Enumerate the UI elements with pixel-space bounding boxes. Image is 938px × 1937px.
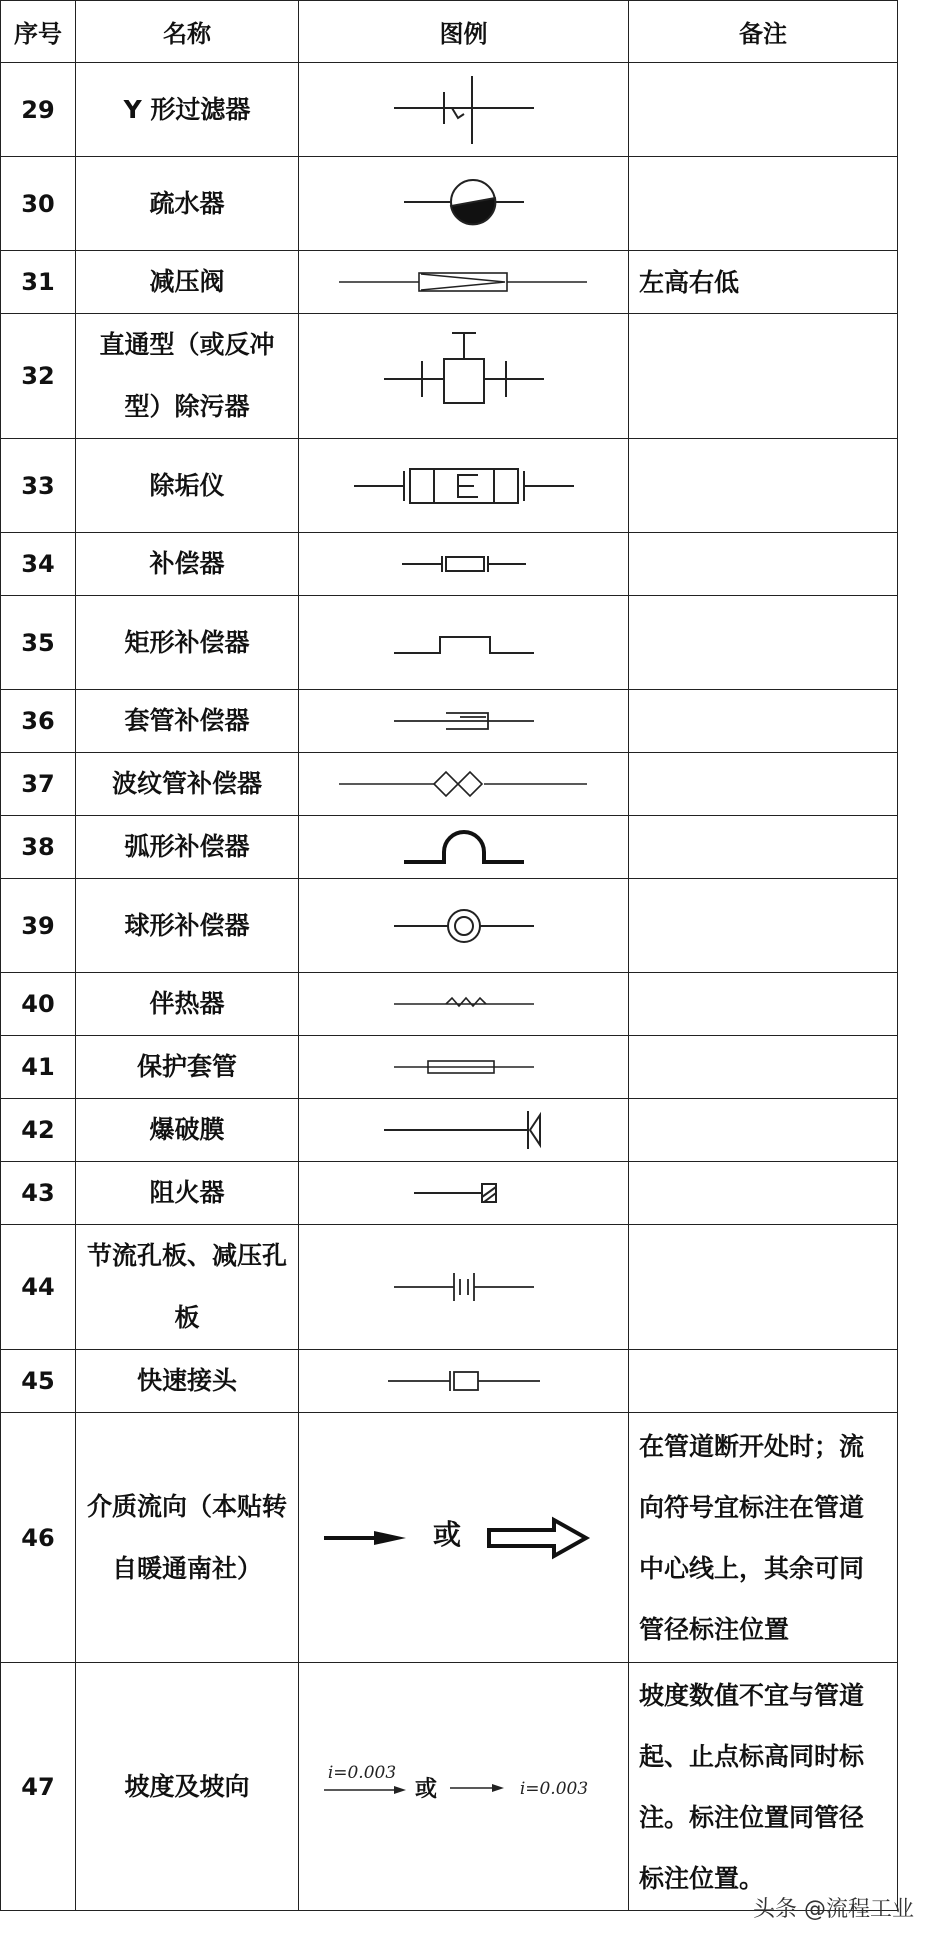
row-note (629, 157, 898, 251)
row-number: 39 (1, 879, 76, 973)
row-number: 45 (1, 1350, 76, 1413)
row-note (629, 596, 898, 690)
table-row (1, 1036, 898, 1099)
row-name: 矩形补偿器 (76, 596, 299, 690)
compensator-symbol (364, 544, 564, 584)
rectangular-compensator-symbol (364, 613, 564, 673)
row-note (629, 753, 898, 816)
flow-direction-symbol (314, 1498, 614, 1578)
table-row (1, 251, 898, 314)
watermark: 头条 @流程工业 (753, 1897, 914, 1922)
row-note (629, 314, 898, 439)
slope-direction-symbol (314, 1752, 614, 1822)
table-row (1, 1663, 898, 1911)
row-name: 伴热器 (76, 973, 299, 1036)
row-number: 42 (1, 1099, 76, 1162)
table-header-row (1, 1, 898, 63)
table-row (1, 157, 898, 251)
row-name: 爆破膜 (76, 1099, 299, 1162)
row-name: 疏水器 (76, 157, 299, 251)
row-note (629, 973, 898, 1036)
row-note: 在管道断开处时；流向符号宜标注在管道中心线上，其余可同管径标注位置 (629, 1413, 898, 1663)
arc-compensator-symbol (364, 822, 564, 872)
row-name: 坡度及坡向 (76, 1663, 299, 1911)
table-row (1, 1413, 898, 1663)
row-number: 44 (1, 1225, 76, 1350)
straight-dirt-separator-symbol (364, 321, 564, 431)
table-row (1, 314, 898, 439)
row-number: 41 (1, 1036, 76, 1099)
row-name: 除垢仪 (76, 439, 299, 533)
row-number: 43 (1, 1162, 76, 1225)
row-name: 快速接头 (76, 1350, 299, 1413)
row-note (629, 1350, 898, 1413)
table-row (1, 753, 898, 816)
table-row (1, 63, 898, 157)
table-row (1, 1099, 898, 1162)
table-row (1, 1162, 898, 1225)
row-note: 左高右低 (629, 251, 898, 314)
table-row (1, 973, 898, 1036)
protective-sleeve-symbol (364, 1047, 564, 1087)
row-note (629, 63, 898, 157)
row-number: 29 (1, 63, 76, 157)
row-number: 30 (1, 157, 76, 251)
row-note (629, 439, 898, 533)
row-note (629, 1225, 898, 1350)
flow-or-label: 或 (432, 1517, 461, 1551)
bellows-compensator-symbol (329, 764, 599, 804)
row-name: 套管补偿器 (76, 690, 299, 753)
orifice-plate-symbol (364, 1257, 564, 1317)
ball-compensator-symbol (364, 896, 564, 956)
table-row (1, 596, 898, 690)
header-note: 备注 (629, 1, 898, 63)
row-note (629, 1036, 898, 1099)
row-name: 波纹管补偿器 (76, 753, 299, 816)
pressure-reducing-valve-symbol (329, 262, 599, 302)
flame-arrester-symbol (364, 1173, 564, 1213)
y-strainer-symbol (364, 70, 564, 150)
quick-coupling-symbol (364, 1361, 564, 1401)
slope-label-left: i=0.003 (327, 1762, 396, 1783)
sleeve-compensator-symbol (364, 701, 564, 741)
row-name: Y 形过滤器 (76, 63, 299, 157)
table-row (1, 1225, 898, 1350)
row-number: 38 (1, 816, 76, 879)
row-number: 32 (1, 314, 76, 439)
row-name: 保护套管 (76, 1036, 299, 1099)
steam-trap-symbol (364, 164, 564, 244)
row-number: 34 (1, 533, 76, 596)
table-row (1, 1350, 898, 1413)
header-no: 序号 (1, 1, 76, 63)
row-number: 33 (1, 439, 76, 533)
row-name: 阻火器 (76, 1162, 299, 1225)
row-note (629, 1162, 898, 1225)
table-row (1, 879, 898, 973)
row-note (629, 690, 898, 753)
header-name: 名称 (76, 1, 299, 63)
row-name: 减压阀 (76, 251, 299, 314)
row-note (629, 533, 898, 596)
table-row (1, 816, 898, 879)
table-row (1, 533, 898, 596)
row-number: 36 (1, 690, 76, 753)
row-name: 节流孔板、减压孔板 (76, 1225, 299, 1350)
row-note (629, 1099, 898, 1162)
row-number: 37 (1, 753, 76, 816)
row-number: 35 (1, 596, 76, 690)
row-number: 40 (1, 973, 76, 1036)
row-name: 球形补偿器 (76, 879, 299, 973)
row-number: 31 (1, 251, 76, 314)
row-name: 弧形补偿器 (76, 816, 299, 879)
header-legend: 图例 (299, 1, 629, 63)
row-note (629, 879, 898, 973)
descaler-symbol (344, 451, 584, 521)
tracer-heater-symbol (364, 984, 564, 1024)
row-note (629, 816, 898, 879)
table-row (1, 690, 898, 753)
table-row (1, 439, 898, 533)
row-number: 46 (1, 1413, 76, 1663)
rupture-disc-symbol (364, 1105, 564, 1155)
row-name: 直通型（或反冲型）除污器 (76, 314, 299, 439)
slope-or-label: 或 (414, 1776, 437, 1802)
row-name: 补偿器 (76, 533, 299, 596)
row-name: 介质流向（本贴转自暖通南社） (76, 1413, 299, 1663)
row-note: 坡度数值不宜与管道起、止点标高同时标注。标注位置同管径标注位置。 (629, 1663, 898, 1911)
row-number: 47 (1, 1663, 76, 1911)
slope-label-right: i=0.003 (519, 1778, 588, 1799)
